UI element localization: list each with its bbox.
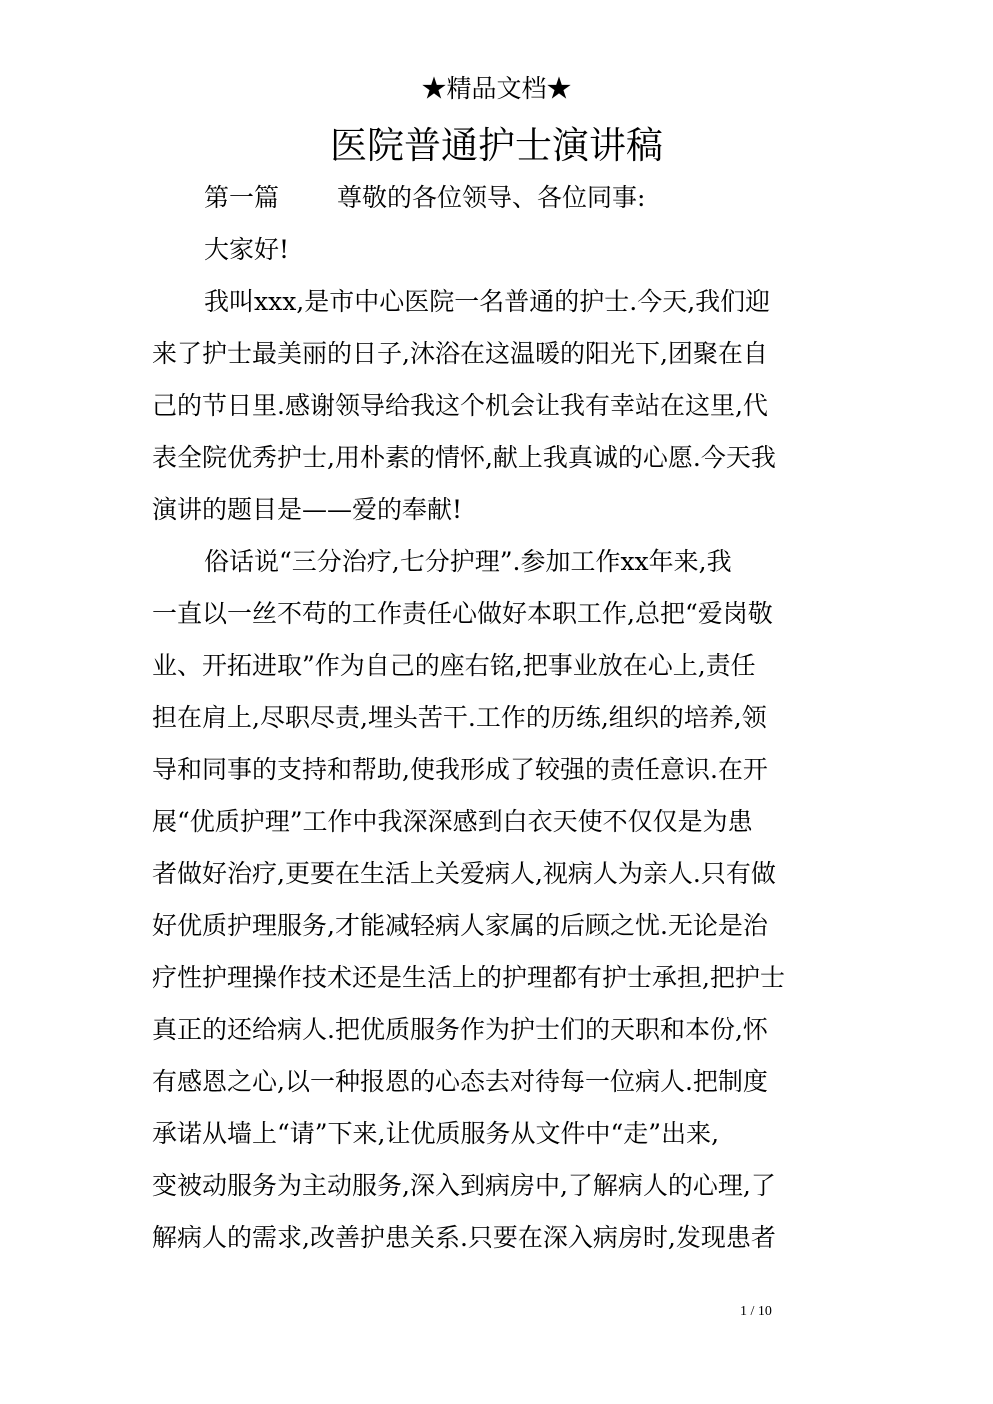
paragraph-line: 变被动服务为主动服务,深入到病房中,了解病人的心理,了 bbox=[152, 1171, 776, 1200]
paragraph-line: 演讲的题目是——爱的奉献! bbox=[152, 495, 463, 524]
section-label: 第一篇 bbox=[204, 183, 280, 212]
salutation-text: 尊敬的各位领导、各位同事: bbox=[337, 183, 646, 212]
paragraph-line: 业、开拓进取”作为自己的座右铭,把事业放在心上,责任 bbox=[152, 651, 756, 680]
paragraph-line: 展“优质护理”工作中我深深感到白衣天使不仅仅是为患 bbox=[152, 807, 753, 836]
document-body bbox=[152, 172, 842, 1264]
paragraph-line: 我叫xxx,是市中心医院一名普通的护士.今天,我们迎 bbox=[204, 287, 771, 316]
paragraph-line: 己的节日里.感谢领导给我这个机会让我有幸站在这里,代 bbox=[152, 391, 768, 420]
document-title: 医院普通护士演讲稿 bbox=[330, 124, 663, 167]
paragraph-2 bbox=[152, 536, 842, 1264]
paragraph-line: 解病人的需求,改善护患关系.只要在深入病房时,发现患者 bbox=[152, 1223, 776, 1252]
paragraph-line: 承诺从墙上“请”下来,让优质服务从文件中“走”出来, bbox=[152, 1119, 720, 1148]
paragraph-line: 有感恩之心,以一种报恩的心态去对待每一位病人.把制度 bbox=[152, 1067, 768, 1096]
document-header-label: ★精品文档★ bbox=[421, 74, 572, 103]
paragraph-line: 表全院优秀护士,用朴素的情怀,献上我真诚的心愿.今天我 bbox=[152, 443, 776, 472]
paragraph-line: 疗性护理操作技术还是生活上的护理都有护士承担,把护士 bbox=[152, 963, 785, 992]
paragraph-line: 俗话说“三分治疗,七分护理”.参加工作xx年来,我 bbox=[204, 547, 732, 576]
salutation-line bbox=[152, 172, 842, 224]
greeting-line: 大家好! bbox=[204, 235, 290, 264]
paragraph-line: 来了护士最美丽的日子,沐浴在这温暖的阳光下,团聚在自 bbox=[152, 339, 768, 368]
paragraph-line: 担在肩上,尽职尽责,埋头苦干.工作的历练,组织的培养,领 bbox=[152, 703, 767, 732]
paragraph-line: 导和同事的支持和帮助,使我形成了较强的责任意识.在开 bbox=[152, 755, 768, 784]
paragraph-line: 好优质护理服务,才能减轻病人家属的后顾之忧.无论是治 bbox=[152, 911, 768, 940]
paragraph-line: 真正的还给病人.把优质服务作为护士们的天职和本份,怀 bbox=[152, 1015, 768, 1044]
paragraph-1 bbox=[152, 276, 842, 536]
paragraph-line: 者做好治疗,更要在生活上关爱病人,视病人为亲人.只有做 bbox=[152, 859, 776, 888]
page-number: 1 / 10 bbox=[740, 1304, 772, 1319]
paragraph-line: 一直以一丝不苟的工作责任心做好本职工作,总把“爱岗敬 bbox=[152, 599, 773, 628]
